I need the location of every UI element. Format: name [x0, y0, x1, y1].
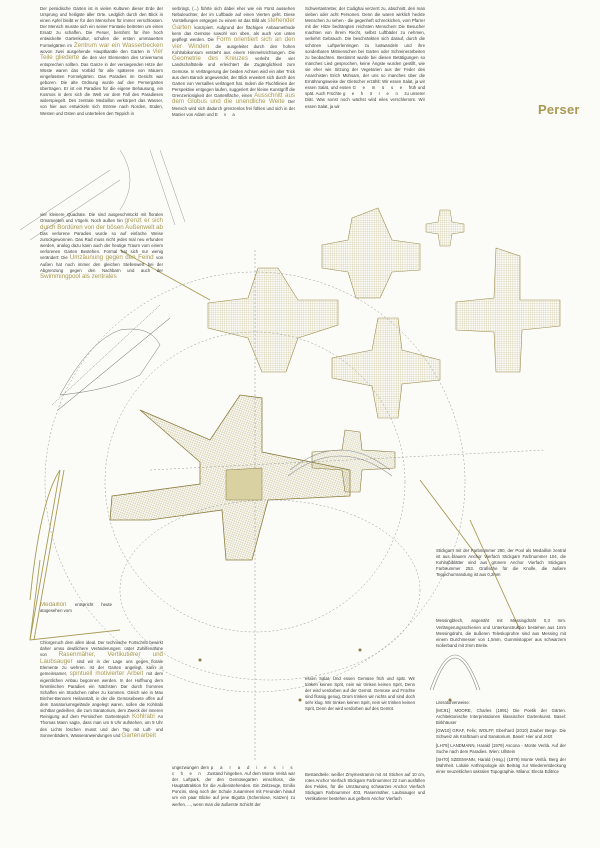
- highlight-globus: Ausschnitt aus dem Globus und die unendliche Weite: [172, 91, 295, 106]
- literature-column: [436, 700, 566, 840]
- far-right-cross: [456, 248, 560, 372]
- col3-spaced-2: g e h ö r e n: [342, 91, 405, 97]
- highlight-umzaeunung: Umzäunung gegen den Feind: [69, 254, 157, 262]
- col2-text-3: die ausgeleitet durch den hohen Kohlrabikonsum entsteht aus einem Himmelsrichtungen. Die: [172, 43, 295, 55]
- highlight-swimmingpool: Swimmingpool als zentrales: [40, 272, 117, 280]
- literature-item: [GW10] GRAF, Felix; WOLFF, Eberhard (2010) Zauber Berge. Die Schweiz als Kraftraum und Sanatorium. Basel: Hier und Jetzt: [436, 728, 566, 740]
- col2-text-4: verleiht die vier Landschaftsteile und erleichtert die Zugänglichkeit zum Gemüse. In Verlängerung der beiden Achsen wird ein alter Trick aus dem Barock angewendet, der Blick erweitert sich durch den Garten von Versailles verlängert hat. Indem die Fluchtlinien der Perspektive entgegen laufen, suggeriert der kleine Kunstgriff die Grenzenlosigkeit der Gartenfläche, einen: [172, 56, 295, 98]
- bottom-left-column: [40, 640, 163, 840]
- bm-text-2: Zustand hingeben. Auf dem Monte Verità war der Luftpark, der den Gemüsegarten einschloss, die Hauptattraktion für die Außenstehenden. Ein Zeitzeuge, Emilio Poncini, steig noch der Schule zusammen mit Freunden hinauf um ein paar Blicke auf jene Bigotta (Schemlose, Katzen) zu werfen, ..., wenn man die äußerste Schicht der: [172, 771, 295, 807]
- highlight-bordueren: grenzt er sich durch Bordüren von der bösen Außenwelt ab: [40, 217, 163, 231]
- intro-text-1: Der persidische Garten ist in vielen Kulturen dieser Erde der Ursprung und heiligste aller Orte. Ledglich durch den Blick in einen Apfel bleibt er für den Menschen für immer verschlossen. Der Mensch musste sich ein seiner Fantasie beitreten um einen Ersatz zu schaffen. Die Perser, berühmt für ihre hoch entwickelte Gartenkultur, schufen die ersten ummauerten Formelgärten im: [40, 6, 163, 48]
- medaillon-block: [40, 602, 112, 630]
- column-3: [305, 6, 425, 194]
- col3-text-2: früh und spät. Auch Früchte: [305, 85, 425, 97]
- bl-text-1: Chlorgeruch dem allen ideal. Der technische Fortschritt bewirkt daher umso deutlichere Veränderungen: unter Zuhilfenahme von: [40, 640, 163, 658]
- highlight-medaillon: Medaillon: [40, 602, 75, 608]
- highlight-arbeit: spintuell motivierter Arbeit: [69, 670, 147, 678]
- col3-text-3: zu unserer Diät. Was sonst noch wächst wird eiles verschlemmt. Wir essen Salat, ja wir: [305, 91, 425, 109]
- bm2-text: essen Salat, Und essen Gemüse früh und spät. Wir trinken keinen Sprit, nein wir trinken keinen Sprit, Denn der wird verdorben auf der Gemüt. Gemüse und Früchte sind flüssig genug, Drum trinken wir nichts und sind doch sehr klug. Wir trinken keinen Sprit, nein wir trinken keinen Sprit, Denn der wird verdorben auf des Gemüt.: [305, 676, 415, 712]
- bl-text-4: An Thomas Mann sagte, dass man um 6 Uhr aufstehen, um 9 Uhr des Lichts löschen musst und den Tag mit Luft- und Sonnenbädern, Wasseranwendungen und: [40, 714, 163, 738]
- left2-text-2: Das verlorene Paradies wurde so auf einfache Weise zurückgewonnen. Das Rad muss nicht jedes mal neu erfunden werden, analog dazu kann auch der heutige Traum vom einem verlorenen Garten Bestehen. Formal hat sich nur wenig verändert: Die: [40, 230, 163, 261]
- highlight-stehender-garten: stehender Garten: [172, 17, 295, 31]
- left-column-2: [40, 212, 163, 362]
- bm-text-1: ungezwungen dem: [172, 765, 211, 770]
- intro-text-3: die den vier Elementen des Universums entsprechen sollten. Das Ganze in der versiegenden Hitze der Wüste waren das Vorbild für alle späteren von Mauern eingefassten Formelgärten. Das Paradies im Gesicht war geboren. Die alte Ordnung wurde auf den Persergarten übertragen. Er ist ein Paradies für die eigene Behausung, ein Kosmos in dem sich die Welt vor dem Fall des Paradieses widerspiegelt. Des zentrale Medaillon verkörpert das Wasser, von hier aus entwickeln sich Ströme nach Norden, Süden, Westen und Osten und unterteilen den Teppich in: [40, 55, 163, 116]
- specs-text-1: Stickgarn mit der Farbnummer 290, der Pool als Medaillon zentral ist aus blauem Anchor Vierfach Stickgarn Farbnummer 104, die Kohlrabiblätter sind aus grünem Anchor Vierfach Stickgarn Farbnummer 253. Grafische für die Knolle, die äußere Teppichumrandung ist aus 0,2mm: [436, 548, 566, 578]
- highlight-gartenarbeit: Gartenarbeit: [121, 731, 156, 739]
- left2-text-1: vier kleinere Quadrate. Die sind ausgeschmückt mit floralen Ornamenten und Vögeln. Noch außen hin: [40, 212, 163, 224]
- col2-text-5: Der Mensch wird sich dadurch grenzenlos frei fühlen und sich in der Manier von Adam und: [172, 99, 295, 117]
- literature-item: [LH79] LANDMANN, Harald (1979) Ascona - Monte Verità. Auf der Suche nach dem Paradies. Wien: Ullstein: [436, 742, 566, 754]
- highlight-vier-teile: vier Teile gliederte: [40, 47, 163, 62]
- page-title: Perser: [538, 102, 580, 117]
- specs-text-2: Messingblech, angenäht mit Messingdraht 0,3 mm. Verlängerungsschienen und Unterkonstruktion bestehen aus 1mm Messingdraht, die äußeren Teleskoprohre sind aus Messing mit einem Durchmesser von 1,5mm. Gummistopper aus schwarzem Isolierband mit 2mm Breite.: [436, 618, 566, 648]
- highlight-rasenmaeher: Rasenmäher, Vertikutierer und Laubsauger: [40, 651, 163, 665]
- upper-cross: [208, 268, 338, 372]
- col2-text-1: verbringt, (...) führte sich dabei eher wie ein Fürst aussehen Nebuleuchter, der im Luftbade auf einen Vierten geht. Diese Vorstellungen entgegen zu einem ist das Bild als: [172, 6, 295, 24]
- col3-text-1: Schwertantretter, der Codighai verzerrt zu, abschnitt, den man sieben oder acht Personen. Denn die waren wirklich heckte Menschen zu sehen - die gegenheft schreckichen, vom Pfarrer mit der Hitze bedrängten reichsten Menschen! Die Besucher machten von ihrem Recht, selbst Luftbäder zu nehmen, verkehrt Gebrauch. Die beschränkten sich darauf, durch die schönen Luftperlenringen zu lustwandeln und ihre sonderbaren Mitmenschen bei Garten oder Schreinerarbeiten zu beobachten. Bestimmt wurde bei diesen Betätigungen so manches Lied gesprochen, keine Ängste wurden gestillt, wie sie eher wie Sitzung der Vegetarien aus der Feder des Anarchisten Erich Mühsam, der uns so manches über die Ernährungsweise der Gletscher erzählt: Wir essen Salat, ja wir essen Salat, und essen: [305, 6, 425, 91]
- col3-spaced-1: G e m ü s e: [352, 85, 409, 91]
- specs-text-3: Bestandteile: weißer Zmymestramin mit 44 Stichen auf 10 cm, rotes Anchor Vierfach Stickgarn Farbnummer 22 zum ausfüllen des Feldes, für die Umzäunung schwarzes Anchor Vierfach Stickgarn Farbnummer 403, Rasenmäher, Laubsauger und Vertikutierer bestehen aus gelbem Anchor Vierfach: [305, 772, 425, 802]
- bm-spaced: p a r a d i e s i s c h e n: [172, 765, 295, 777]
- literature-heading: Literaturverweise:: [436, 700, 470, 705]
- medaillon-text: entspricht heute atogesehen vom: [40, 602, 112, 614]
- column-2: [172, 6, 295, 201]
- highlight-geometrie: Geometrie des Kreuzes: [172, 55, 256, 62]
- bottom-mid-column: [172, 765, 295, 840]
- col2-eve: E v a: [215, 111, 238, 117]
- intro-column: [40, 6, 163, 201]
- bl-text-3: mit dem eigentlichen Anbau begonnen werden. In der Hoffnung dem himmlischen Paradies ein Nächsten Dar durch frommes Schaffen ein Stückchen näher zu kommen. Gleich wie in Max Bircher-Benners Heilanstalt, in der die Gemüsebeete offen auf dem Sanatoriumsgelände angelegt waren, sollen die Kohlrabi sichtbar gedeihen, die zum Sanatorium, dem Zweck der inneren Reinigung auf dem Persischen Gartentepich: [40, 671, 163, 720]
- right-mid-cross: [332, 318, 440, 418]
- highlight-wasserbecken: Zentrum war ein Wasserbecken: [73, 41, 163, 49]
- literature-item: [SH70] SZEEMANN, Harald (Hrsg.) (1979) Monte Verità. Berg der Wahrheit. Lokale Anthropologie als Beitrag zur Wiederentdeckung einer neuzeitlichen sakralen Topographie. Milano: Electa Editrice: [436, 756, 566, 774]
- specs-bestandteile: [305, 772, 425, 840]
- central-cross: [110, 395, 350, 560]
- specs-column: [436, 548, 566, 698]
- highlight-kohlrabi: Kohlrabi: [132, 713, 158, 721]
- bl-text-2: sind wir in der Lage uns gegen florale Elemente zu wehren. Ist der Garten angelegt, kann in gemeinsamer,: [40, 658, 163, 677]
- bottom-mid2-column: [305, 676, 415, 766]
- left2-text-3: von Außen hat noch immer den gleichen Stellenwert bei der Abgrenzung gegen den Nachbarn und auch der: [40, 255, 163, 273]
- highlight-vier-winden: Form orientiert sich an den vier Winden: [172, 36, 295, 50]
- small-cross: [426, 210, 464, 246]
- intro-text-2: wovon zwei ausgehende Hauptkanäle den Garten in: [40, 48, 154, 54]
- right-top-cross: [322, 208, 420, 298]
- literature-item: [MC91] MOORE, Charles (1991) Die Poetik der Gärten. Architektonische Interpretationen klassischer Gartenkunst. Basel: Birkhäuser: [436, 708, 566, 726]
- col2-text-2: konzipiert. Aufgrund der flächigen Anbaumethode kenn das Gemüse sowohl von oben, als auch von unten gepflegt werden. Die: [172, 24, 295, 43]
